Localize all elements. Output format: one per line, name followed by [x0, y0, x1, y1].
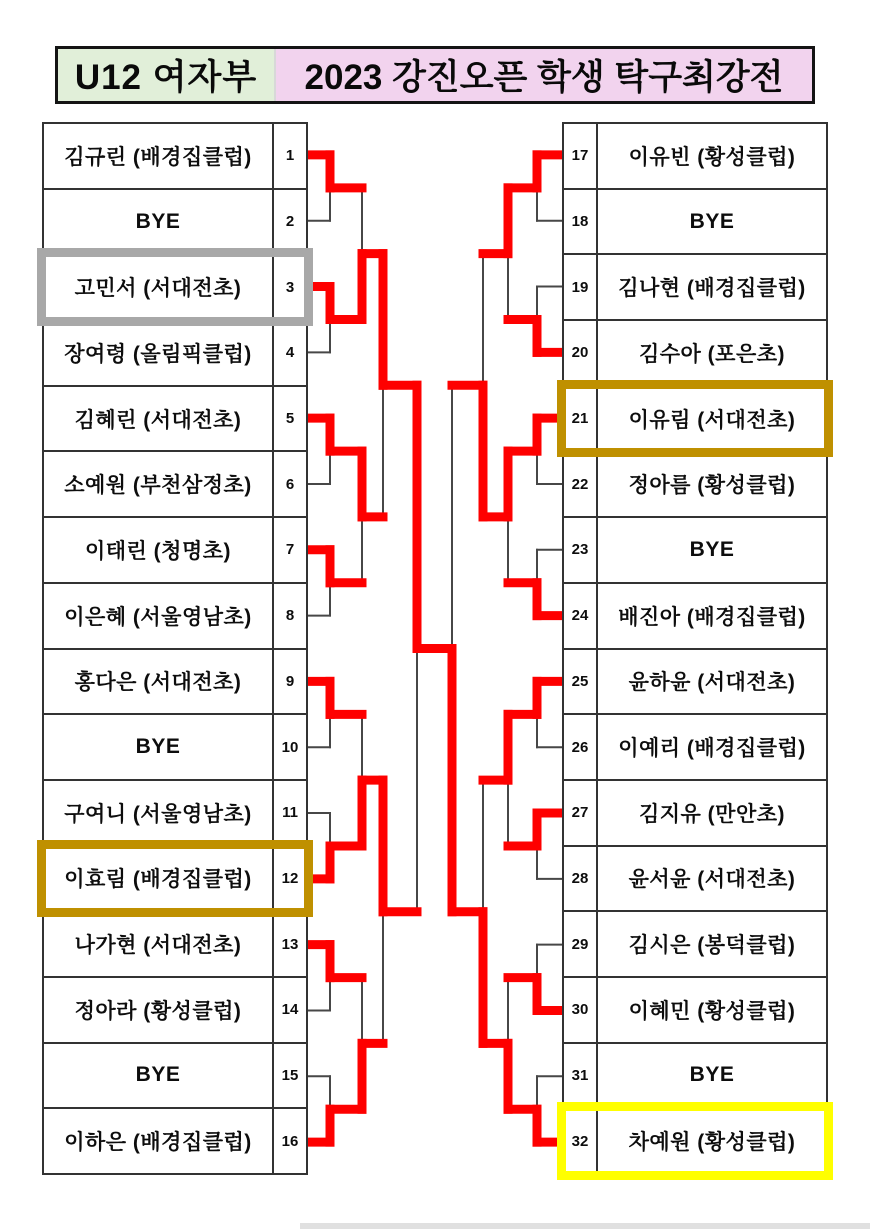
player-row — [44, 518, 306, 584]
player-name: 고민서 (서대전초) — [74, 277, 242, 301]
player-name: 김규린 (배경집클럽) — [64, 145, 252, 169]
seed-number: 2 — [272, 190, 306, 254]
player-row — [44, 847, 306, 913]
seed-number: 8 — [272, 584, 306, 648]
seed-number: 32 — [564, 1109, 598, 1173]
player-row — [564, 584, 826, 650]
player-name: 이예리 (배경집클럽) — [618, 737, 806, 761]
player-name: 정아라 (황성클럽) — [74, 999, 242, 1023]
player-name: 이유빈 (황성클럽) — [628, 145, 796, 169]
seed-number: 1 — [272, 124, 306, 188]
seed-number: 31 — [564, 1044, 598, 1108]
player-row — [44, 978, 306, 1044]
player-name: BYE — [135, 209, 181, 233]
player-name: BYE — [689, 209, 735, 233]
player-name: BYE — [135, 1063, 181, 1087]
player-row — [44, 1109, 306, 1173]
player-row — [44, 452, 306, 518]
seed-number: 15 — [272, 1044, 306, 1108]
seed-number: 24 — [564, 584, 598, 648]
seed-number: 27 — [564, 781, 598, 845]
player-name: 김나현 (배경집클럽) — [618, 277, 806, 301]
player-row — [564, 715, 826, 781]
seed-number: 14 — [272, 978, 306, 1042]
seed-number: 30 — [564, 978, 598, 1042]
seed-number: 23 — [564, 518, 598, 582]
seed-number: 28 — [564, 847, 598, 911]
seed-number: 13 — [272, 912, 306, 976]
seed-number: 7 — [272, 518, 306, 582]
player-name: 이유림 (서대전초) — [628, 408, 796, 432]
seed-number: 29 — [564, 912, 598, 976]
player-name: 차예원 (황성클럽) — [628, 1131, 796, 1155]
player-row — [44, 584, 306, 650]
seed-number: 10 — [272, 715, 306, 779]
player-row — [44, 912, 306, 978]
player-row — [44, 124, 306, 190]
seed-number: 16 — [272, 1109, 306, 1173]
player-row — [44, 715, 306, 781]
player-row — [564, 847, 826, 913]
player-name: BYE — [135, 735, 181, 759]
player-row — [564, 452, 826, 518]
player-row — [44, 190, 306, 256]
player-name: 김수아 (포은초) — [638, 342, 786, 366]
player-name: 김혜린 (서대전초) — [74, 408, 242, 432]
player-name: 소예원 (부천삼정초) — [64, 474, 252, 498]
seed-number: 22 — [564, 452, 598, 516]
player-row — [564, 912, 826, 978]
player-row — [564, 1109, 826, 1173]
player-name: 홍다은 (서대전초) — [74, 671, 242, 695]
player-row — [564, 978, 826, 1044]
seed-number: 4 — [272, 321, 306, 385]
player-row — [44, 650, 306, 716]
player-name: BYE — [689, 537, 735, 561]
seed-number: 18 — [564, 190, 598, 254]
player-name: 이은혜 (서울영남초) — [64, 605, 252, 629]
player-name: 윤서윤 (서대전초) — [628, 868, 796, 892]
seed-number: 11 — [272, 781, 306, 845]
player-row — [564, 781, 826, 847]
seed-number: 12 — [272, 847, 306, 911]
player-name: 이하은 (배경집클럽) — [64, 1131, 252, 1155]
seed-number: 3 — [272, 255, 306, 319]
seed-number: 19 — [564, 255, 598, 319]
player-name: 윤하윤 (서대전초) — [628, 671, 796, 695]
player-name: 김지유 (만안초) — [638, 802, 786, 826]
seed-number: 17 — [564, 124, 598, 188]
player-row — [44, 1044, 306, 1110]
player-row — [564, 255, 826, 321]
player-row — [564, 124, 826, 190]
player-row — [44, 321, 306, 387]
seed-number: 25 — [564, 650, 598, 714]
seed-number: 6 — [272, 452, 306, 516]
seed-number: 9 — [272, 650, 306, 714]
player-row — [44, 781, 306, 847]
seed-number: 20 — [564, 321, 598, 385]
player-name: 정아름 (황성클럽) — [628, 474, 796, 498]
player-row — [44, 387, 306, 453]
event-title: 2023 강진오픈 학생 탁구최강전 — [276, 49, 812, 101]
player-row — [564, 1044, 826, 1110]
player-row — [564, 387, 826, 453]
right-player-table — [562, 122, 828, 1175]
player-row — [564, 518, 826, 584]
player-row — [564, 190, 826, 256]
player-row — [44, 255, 306, 321]
player-name: 장여령 (올림픽클럽) — [64, 342, 252, 366]
player-name: 구여니 (서울영남초) — [64, 802, 252, 826]
player-row — [564, 321, 826, 387]
player-name: 김시은 (봉덕클럽) — [628, 934, 796, 958]
player-row — [564, 650, 826, 716]
player-name: 이태린 (청명초) — [84, 539, 232, 563]
seed-number: 26 — [564, 715, 598, 779]
player-name: 이혜민 (황성클럽) — [628, 999, 796, 1023]
player-name: BYE — [689, 1063, 735, 1087]
seed-number: 5 — [272, 387, 306, 451]
left-player-table — [42, 122, 308, 1175]
division-title: U12 여자부 — [58, 49, 276, 101]
player-name: 나가현 (서대전초) — [74, 934, 242, 958]
seed-number: 21 — [564, 387, 598, 451]
player-name: 배진아 (배경집클럽) — [618, 605, 806, 629]
player-name: 이효림 (배경집클럽) — [64, 868, 252, 892]
title-bar — [55, 46, 815, 104]
